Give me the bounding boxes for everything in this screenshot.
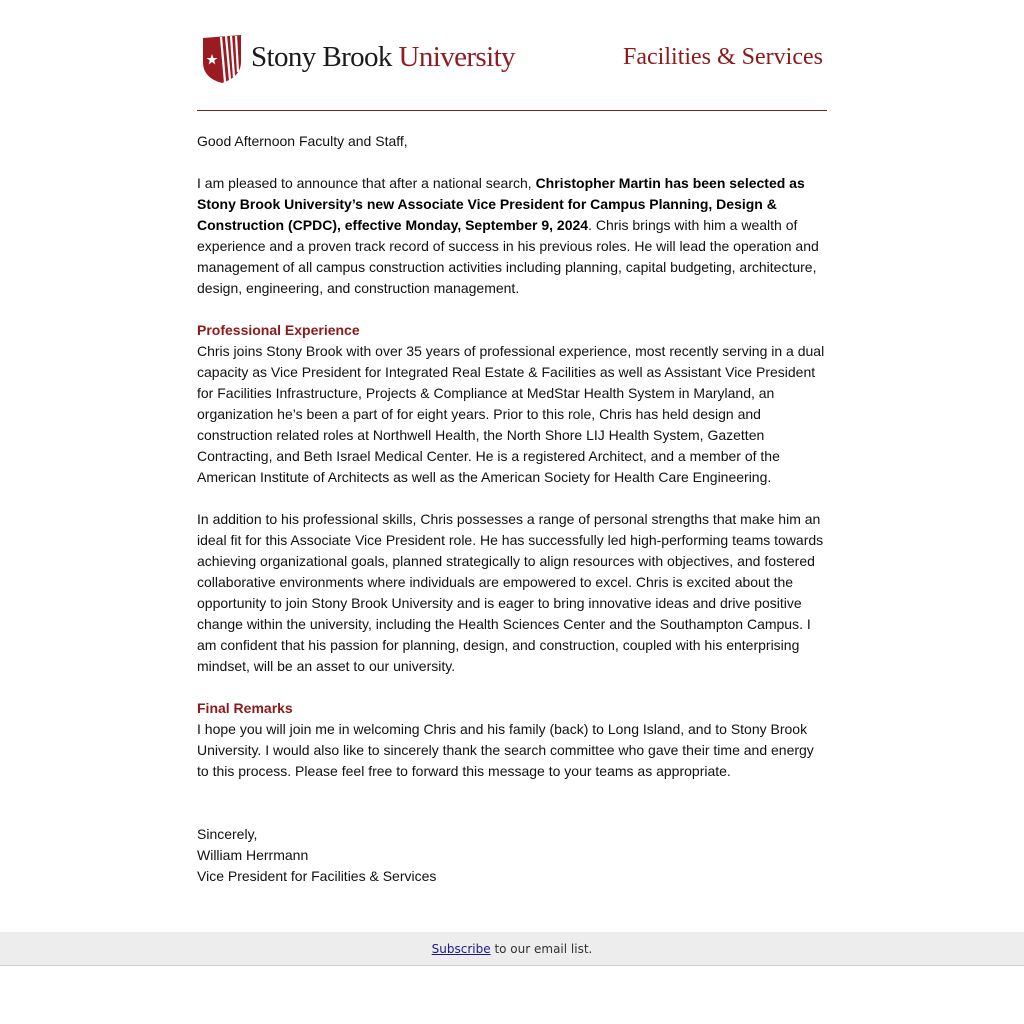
department-title: Facilities & Services	[623, 44, 823, 70]
intro-paragraph	[197, 173, 827, 299]
strengths-paragraph: In addition to his professional skills, Chris possesses a range of personal strengths that make him an ideal fit for this Associate Vice President role. He has successfully led high-performing teams towards achieving organizational goals, planned strategically to align resources with objectives, and fostered collaborative environments where individuals are empowered to excel. Chris is excited about the opportunity to join Stony Brook University and is eager to bring innovative ideas and drive positive change within the university, including the Health Sciences Center and the Southampton Campus. I am confident that his passion for planning, design, and construction, coupled with his enterprising mindset, will be an asset to our university.	[197, 511, 824, 674]
wordmark-stony-brook: Stony Brook	[251, 40, 399, 73]
signature-block	[197, 824, 827, 887]
subscribe-text: to our email list.	[490, 942, 593, 956]
shield-star-icon	[201, 34, 245, 84]
experience-paragraph: Chris joins Stony Brook with over 35 years of professional experience, most recently serving in a dual capacity as Vice President for Integrated Real Estate & Facilities as well as Assistant Vice President for Facilities Infrastructure, Projects & Compliance at MedStar Health System in Maryland, an organization he’s been a part of for eight years. Prior to this role, Chris has held design and construction related roles at Northwell Health, the North Shore LIJ Health System, Gazetten Contracting, and Beth Israel Medical Center. He is a registered Architect, and a member of the American Institute of Architects as well as the American Society for Health Care Engineering.	[197, 343, 825, 485]
greeting: Good Afternoon Faculty and Staff,	[197, 133, 408, 149]
section-heading-professional-experience: Professional Experience	[197, 322, 360, 338]
letter-body	[197, 131, 827, 887]
intro-lead: I am pleased to announce that after a national search,	[197, 175, 536, 191]
signature-name: William Herrmann	[197, 847, 309, 863]
intro-rest: . Chris brings with him a wealth of experience and a proven track record of success in his previous roles. He will lead the operation and management of all campus construction activities including planning, capital budgeting, architecture, design, engineering, and construction management.	[197, 217, 819, 296]
signature-title: Vice President for Facilities & Services	[197, 868, 437, 884]
email-container	[197, 0, 827, 887]
wordmark-university: University	[398, 40, 515, 73]
final-remarks-paragraph: I hope you will join me in welcoming Chris and his family (back) to Long Island, and to Stony Brook University. I would also like to sincerely thank the search committee who gave their time and energy to this process. Please feel free to forward this message to your teams as appropriate.	[197, 721, 814, 779]
university-wordmark	[251, 40, 515, 73]
subscribe-footer	[0, 932, 1024, 966]
subscribe-link[interactable]: Subscribe	[431, 942, 491, 956]
university-logo	[201, 34, 515, 84]
email-header	[197, 0, 827, 111]
signature-closing: Sincerely,	[197, 826, 258, 842]
section-heading-final-remarks: Final Remarks	[197, 700, 293, 716]
intro-announcement: Christopher Martin has been selected as Stony Brook University’s new Associate Vice President for Campus Planning, Design & Construction (CPDC), effective Monday, September 9, 2024	[197, 175, 805, 233]
